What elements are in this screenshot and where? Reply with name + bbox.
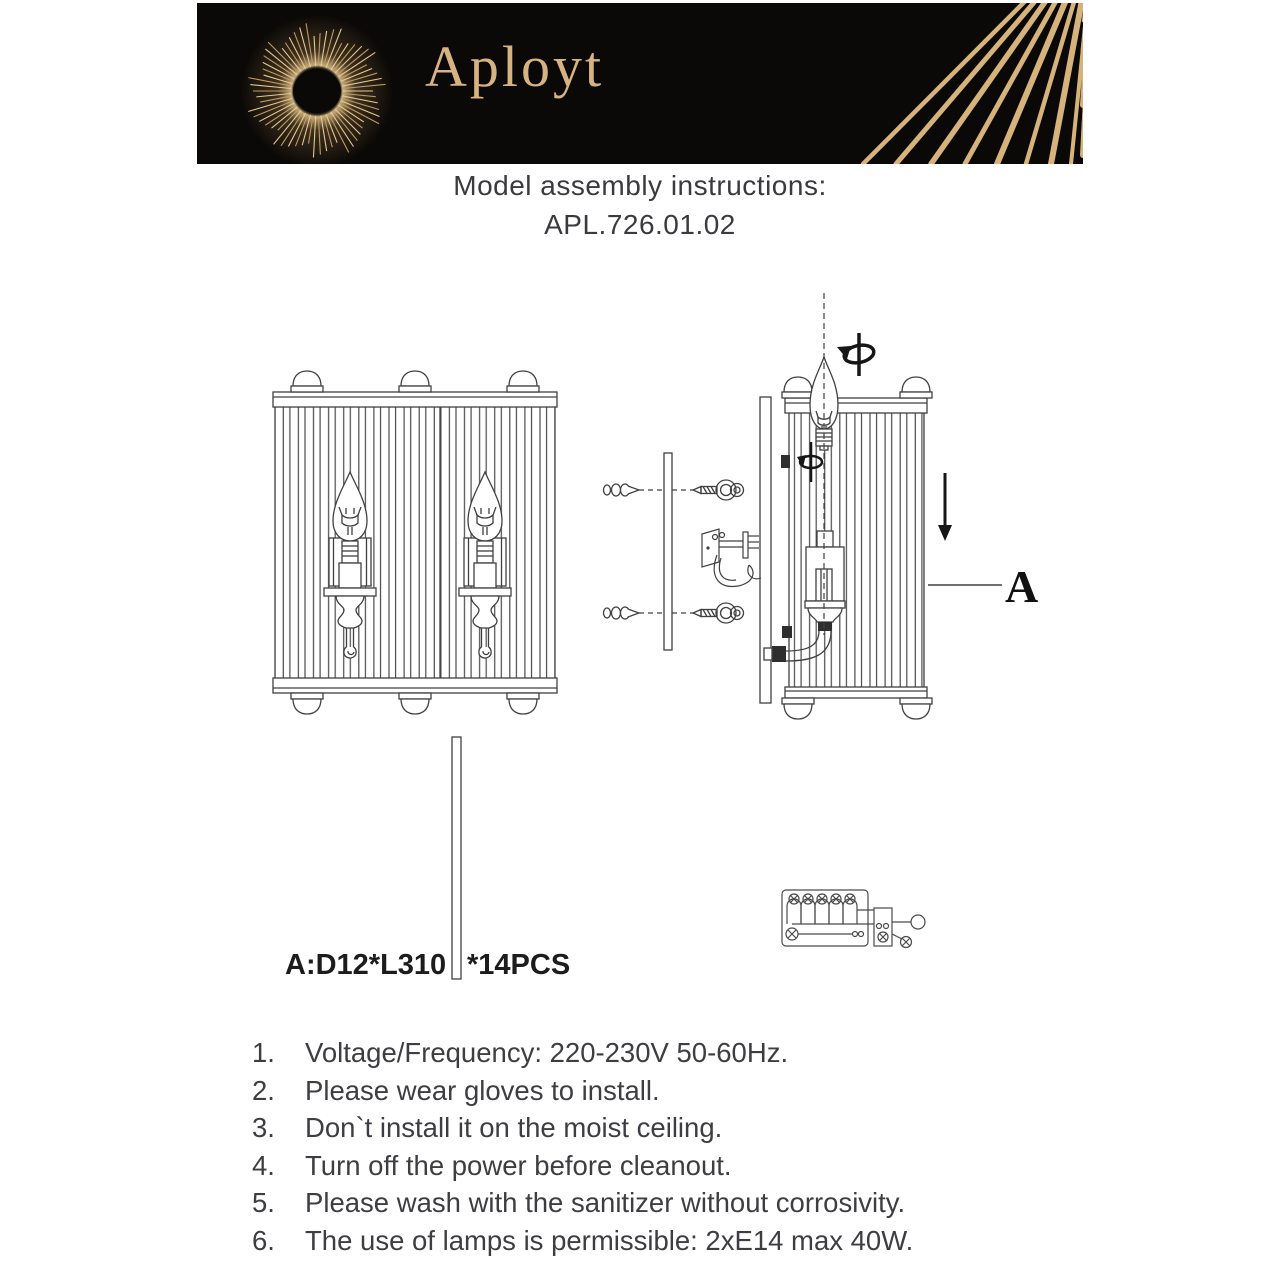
instruction-item — [252, 1072, 1082, 1110]
front-view-diagram — [265, 368, 565, 718]
instruction-number: 3. — [252, 1112, 275, 1143]
instruction-item — [252, 1109, 1082, 1147]
banner-rays-decoration — [783, 3, 1083, 164]
part-quantity-label: *14PCS — [467, 949, 571, 981]
callout-letter: A — [1005, 561, 1039, 612]
instruction-item — [252, 1034, 1082, 1072]
rotation-arrow-icon — [837, 333, 875, 376]
instruction-text: Please wear gloves to install. — [305, 1074, 660, 1106]
part-code-label: A:D12*L310 — [285, 949, 447, 981]
down-arrow-icon — [938, 473, 952, 541]
instruction-text: Turn off the power before cleanout. — [305, 1149, 732, 1181]
instruction-number: 4. — [252, 1149, 275, 1181]
side-view-diagram — [595, 285, 1045, 720]
instruction-text: Please wash with the sanitizer without corrosivity. — [305, 1187, 906, 1218]
wiring-bracket — [702, 529, 761, 586]
instruction-number: 1. — [252, 1037, 275, 1068]
instruction-text: The use of lamps is permissible: 2xE14 max 40W. — [305, 1224, 914, 1256]
instruction-item — [252, 1222, 1082, 1260]
instruction-number: 5. — [252, 1187, 275, 1218]
part-callout — [928, 561, 1038, 612]
glass-rod-part — [449, 735, 465, 981]
instruction-number: 6. — [252, 1224, 275, 1256]
instructions-list — [252, 1034, 1082, 1259]
brand-banner — [197, 3, 1083, 164]
instruction-text: Voltage/Frequency: 220-230V 50-60Hz. — [305, 1037, 789, 1068]
instruction-item — [252, 1184, 1082, 1222]
wall-anchor-icon — [604, 484, 640, 619]
terminal-contacts — [787, 894, 857, 924]
instruction-number: 2. — [252, 1074, 275, 1106]
instruction-text: Don`t install it on the moist ceiling. — [305, 1112, 723, 1143]
sunburst-logo-icon — [237, 9, 397, 164]
front-frame — [273, 392, 557, 693]
title-block — [0, 170, 1280, 241]
terminal-block-icon — [778, 882, 928, 954]
model-number: APL.726.01.02 — [544, 209, 736, 240]
instruction-item — [252, 1147, 1082, 1185]
brand-name: Aployt — [425, 34, 605, 99]
mounting-bar — [664, 453, 672, 650]
page-title: Model assembly instructions: — [453, 170, 827, 201]
